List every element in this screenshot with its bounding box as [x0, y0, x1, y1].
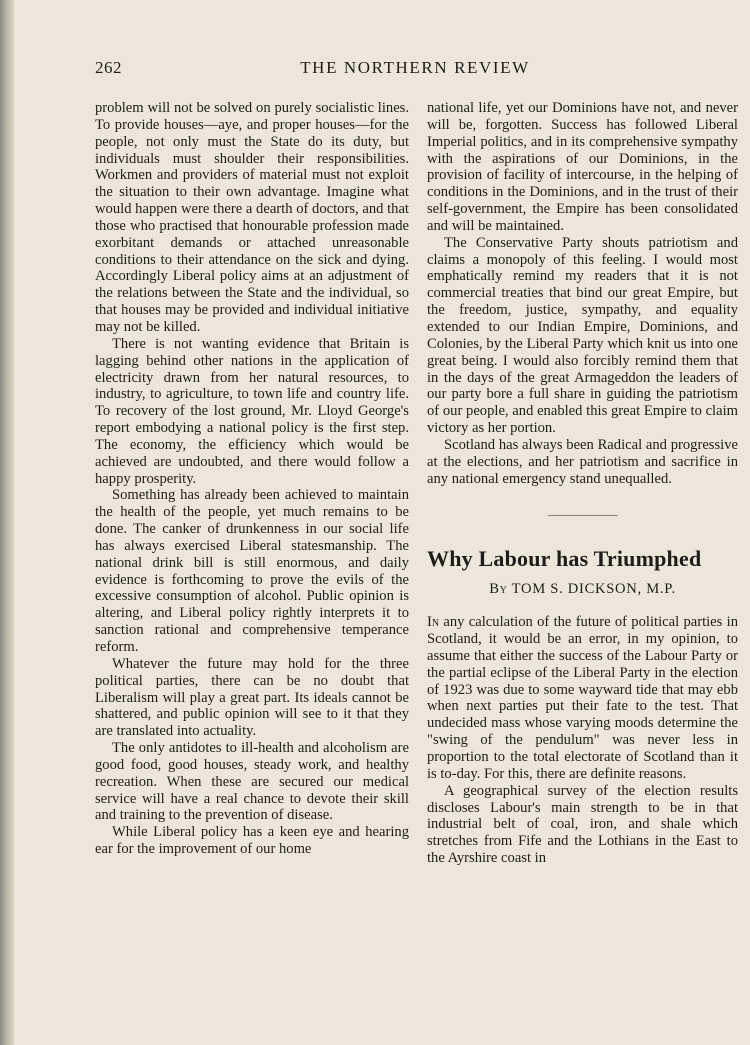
byline-prefix: By — [489, 581, 508, 598]
paragraph: A geographical survey of the election results discloses Labour's main strength to be in that industrial belt of coal, iron, and shale which stretches from Fife and the Lothians in the East to the Ayrshire coast in — [427, 782, 738, 867]
lead-in-word: In — [427, 614, 440, 631]
lead-paragraph-text: any calculation of the future of political parties in Scotland, it would be an error, in my opinion, to assume that either the success of the Labour Party or the partial eclipse of the Liberal Party in the election of 1923 was due to some wayward tide that may ebb when next parties put their fate to the test. That undecided mass whose varying moods determine the "swing of the pendulum" was never less in proportion to the total electorate of Scotland than it is to-day. For this, there are definite reasons. — [427, 614, 738, 782]
left-column — [95, 100, 409, 858]
paragraph: There is not wanting evidence that Britain is lagging behind other nations in the application of electricity drawn from her natural resources, to industry, to agriculture, to town life and country life. To recovery of the lost ground, Mr. Lloyd George's report embodying a national policy is the first step. The economy, the efficiency which would be achieved are undoubted, and there would follow a happy prosperity. — [95, 335, 409, 487]
paragraph: Scotland has always been Radical and progressive at the elections, and her patriotism and sacrifice in any national emergency stand unequalled. — [427, 436, 738, 487]
paragraph: The only antidotes to ill-health and alcoholism are good food, good houses, steady work, and healthy recreation. When these are secured our medical service will have a real chance to devote their skill and training to the prevention of disease. — [95, 740, 409, 824]
journal-title: THE NORTHERN REVIEW — [300, 58, 530, 77]
paragraph: national life, yet our Dominions have not, and never will be, forgotten. Success has followed Liberal Imperial politics, and in its comprehensive sympathy with the aspirations of our Dominions, in the provision of facility of intercourse, in the helping of conditions in the Dominions, and in the trust of their self-government, the Empire has been consolidated and will be maintained. — [427, 100, 738, 234]
paragraph: problem will not be solved on purely socialistic lines. To provide houses—aye, and proper houses—for the people, not only must the State do its duty, but individuals must shoulder their responsibilities. Workmen and providers of material must not exploit the situation to their own advantage. Imagine what would happen were there a dearth of doctors, and that those who practised that honourable profession made exorbitant demands or attached unreasonable conditions to their attendance on the sick and dying. Accordingly Liberal policy aims at an adjustment of the relations between the State and the individual, so that houses may be provided and individual initiative may not be killed. — [95, 100, 409, 335]
page-spine-shadow — [0, 0, 14, 1045]
paragraph: While Liberal policy has a keen eye and hearing ear for the improvement of our home — [95, 824, 409, 858]
article-lead-paragraph — [427, 614, 738, 782]
page-number: 262 — [95, 58, 122, 77]
section-divider — [548, 515, 618, 516]
running-head — [95, 58, 745, 82]
right-column — [427, 100, 738, 867]
article-byline — [427, 581, 738, 598]
article-title: Why Labour has Triumphed — [427, 546, 702, 572]
paragraph: The Conservative Party shouts patriotism and claims a monopoly of this feeling. I would most emphatically remind my readers that it is not commercial treaties that bind our great Empire, but the freedom, justice, sympathy, and equality extended to our Indian Empire, Dominions, and Colonies, by the Liberal Party which knit us into one great being. I would also forcibly remind them that in the days of the great Armageddon the leaders of our party bore a full share in guiding the patriotism of our people, and enabled this great Empire to claim victory as her portion. — [427, 234, 738, 437]
paragraph: Whatever the future may hold for the three political parties, there can be no doubt that Liberalism will play a great part. Its ideals cannot be shattered, and public opinion will see to it that they are translated into actuality. — [95, 655, 409, 740]
byline-author: TOM S. DICKSON, M.P. — [511, 581, 676, 598]
paragraph: Something has already been achieved to maintain the health of the people, yet much remains to be done. The canker of drunkenness in our social life has always exercised Liberal statesmanship. The national drink bill is still enormous, and daily evidence is forthcoming to prove the evils of the excessive consumption of alcohol. Public opinion is altering, and Liberal policy rightly interprets it to sanction rational and comprehensive temperance reform. — [95, 487, 409, 655]
